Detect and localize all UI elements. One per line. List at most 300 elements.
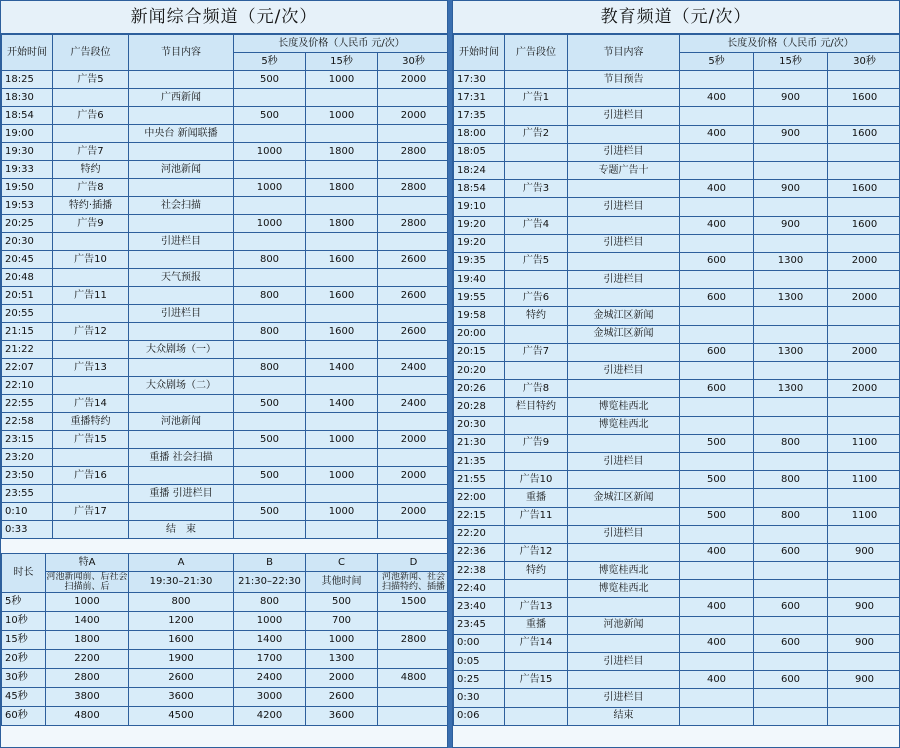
cell-tier-price: 2000 bbox=[306, 669, 378, 688]
sub-tier-d: 河池新闻、社会扫描特约、插播 bbox=[378, 572, 449, 593]
schedule-row bbox=[2, 161, 449, 179]
schedule-row bbox=[454, 689, 900, 707]
cell-price-5s bbox=[234, 161, 306, 179]
schedule-row bbox=[454, 234, 900, 252]
cell-tier-price: 800 bbox=[234, 593, 306, 612]
cell-price-15s bbox=[754, 525, 828, 543]
cell-price-30s: 900 bbox=[828, 543, 900, 561]
cell-price-5s: 800 bbox=[234, 359, 306, 377]
cell-price-15s bbox=[306, 377, 378, 395]
cell-tier-price: 4500 bbox=[129, 707, 234, 726]
cell-price-5s bbox=[234, 413, 306, 431]
cell-start-time: 19:30 bbox=[2, 143, 53, 161]
cell-price-30s: 1600 bbox=[828, 180, 900, 198]
cell-program bbox=[568, 89, 680, 107]
cell-program: 引进栏目 bbox=[129, 233, 234, 251]
cell-ad-slot bbox=[505, 362, 568, 380]
schedule-row bbox=[454, 289, 900, 307]
schedule-row bbox=[454, 271, 900, 289]
cell-program: 河池新闻 bbox=[568, 616, 680, 634]
cell-start-time: 19:10 bbox=[454, 198, 505, 216]
cell-start-time: 18:25 bbox=[2, 71, 53, 89]
cell-ad-slot bbox=[53, 341, 129, 359]
cell-price-5s: 500 bbox=[680, 471, 754, 489]
cell-price-5s bbox=[680, 161, 754, 179]
cell-start-time: 20:51 bbox=[2, 287, 53, 305]
cell-start-time: 20:48 bbox=[2, 269, 53, 287]
cell-price-15s: 1400 bbox=[306, 395, 378, 413]
cell-program bbox=[568, 543, 680, 561]
cell-tier-price: 1700 bbox=[234, 650, 306, 669]
cell-tier-price: 2800 bbox=[46, 669, 129, 688]
schedule-row bbox=[2, 305, 449, 323]
schedule-row bbox=[454, 125, 900, 143]
cell-program bbox=[129, 215, 234, 233]
cell-program: 引进栏目 bbox=[568, 689, 680, 707]
cell-start-time: 17:31 bbox=[454, 89, 505, 107]
schedule-row bbox=[454, 489, 900, 507]
cell-price-5s bbox=[680, 489, 754, 507]
cell-ad-slot: 广告5 bbox=[505, 252, 568, 270]
cell-start-time: 21:55 bbox=[454, 471, 505, 489]
cell-program bbox=[568, 289, 680, 307]
cell-ad-slot: 广告1 bbox=[505, 89, 568, 107]
cell-price-5s: 800 bbox=[234, 251, 306, 269]
sub-tier-b: 21:30–22:30 bbox=[234, 572, 306, 593]
cell-program bbox=[568, 434, 680, 452]
schedule-row bbox=[2, 233, 449, 251]
cell-price-30s bbox=[828, 452, 900, 470]
cell-price-15s: 1000 bbox=[306, 71, 378, 89]
schedule-row bbox=[2, 89, 449, 107]
schedule-row bbox=[454, 198, 900, 216]
header-15s: 15秒 bbox=[306, 53, 378, 71]
cell-start-time: 19:58 bbox=[454, 307, 505, 325]
cell-duration: 15秒 bbox=[2, 631, 46, 650]
cell-ad-slot: 重播 bbox=[505, 616, 568, 634]
schedule-row bbox=[454, 71, 900, 89]
cell-price-15s bbox=[306, 449, 378, 467]
cell-price-5s bbox=[680, 362, 754, 380]
cell-price-30s: 1600 bbox=[828, 125, 900, 143]
cell-start-time: 20:30 bbox=[454, 416, 505, 434]
cell-price-30s: 2800 bbox=[378, 215, 449, 233]
cell-start-time: 0:33 bbox=[2, 521, 53, 539]
cell-price-5s bbox=[680, 71, 754, 89]
cell-price-30s: 1100 bbox=[828, 507, 900, 525]
schedule-row bbox=[454, 580, 900, 598]
cell-price-5s bbox=[234, 197, 306, 215]
cell-price-5s: 800 bbox=[234, 287, 306, 305]
cell-price-15s: 900 bbox=[754, 180, 828, 198]
cell-price-15s bbox=[306, 485, 378, 503]
cell-ad-slot bbox=[505, 707, 568, 725]
cell-start-time: 18:30 bbox=[2, 89, 53, 107]
cell-price-15s bbox=[754, 616, 828, 634]
cell-price-30s bbox=[378, 125, 449, 143]
cell-price-5s: 800 bbox=[234, 323, 306, 341]
header-ad-slot: 广告段位 bbox=[53, 35, 129, 71]
cell-start-time: 0:25 bbox=[454, 671, 505, 689]
cell-price-15s bbox=[754, 398, 828, 416]
cell-price-30s bbox=[828, 398, 900, 416]
cell-ad-slot: 广告10 bbox=[53, 251, 129, 269]
cell-start-time: 19:20 bbox=[454, 216, 505, 234]
schedule-row bbox=[454, 507, 900, 525]
schedule-row bbox=[454, 653, 900, 671]
cell-price-30s bbox=[828, 653, 900, 671]
cell-price-15s: 1800 bbox=[306, 215, 378, 233]
cell-ad-slot bbox=[505, 325, 568, 343]
cell-program bbox=[129, 287, 234, 305]
cell-start-time: 19:55 bbox=[454, 289, 505, 307]
cell-price-5s bbox=[680, 525, 754, 543]
cell-price-15s bbox=[754, 416, 828, 434]
cell-ad-slot bbox=[505, 580, 568, 598]
cell-price-15s: 600 bbox=[754, 598, 828, 616]
cell-price-30s: 2800 bbox=[378, 143, 449, 161]
cell-ad-slot: 特约·插播 bbox=[53, 197, 129, 215]
cell-ad-slot: 广告17 bbox=[53, 503, 129, 521]
cell-start-time: 17:35 bbox=[454, 107, 505, 125]
schedule-row bbox=[2, 503, 449, 521]
cell-price-15s: 1800 bbox=[306, 179, 378, 197]
cell-price-30s: 2000 bbox=[828, 289, 900, 307]
cell-price-30s: 2000 bbox=[378, 503, 449, 521]
cell-ad-slot: 广告6 bbox=[53, 107, 129, 125]
cell-program: 引进栏目 bbox=[568, 525, 680, 543]
cell-price-5s: 500 bbox=[234, 71, 306, 89]
cell-program bbox=[129, 107, 234, 125]
cell-program bbox=[568, 252, 680, 270]
cell-start-time: 23:55 bbox=[2, 485, 53, 503]
cell-start-time: 17:30 bbox=[454, 71, 505, 89]
cell-start-time: 22:15 bbox=[454, 507, 505, 525]
cell-price-15s bbox=[754, 71, 828, 89]
duration-row bbox=[2, 669, 449, 688]
cell-program bbox=[568, 671, 680, 689]
schedule-row bbox=[2, 413, 449, 431]
cell-program bbox=[129, 143, 234, 161]
cell-tier-price: 2200 bbox=[46, 650, 129, 669]
cell-price-5s bbox=[680, 234, 754, 252]
cell-price-30s: 2000 bbox=[378, 71, 449, 89]
header-15s: 15秒 bbox=[754, 53, 828, 71]
cell-start-time: 0:00 bbox=[454, 634, 505, 652]
cell-price-5s bbox=[680, 689, 754, 707]
schedule-row bbox=[2, 107, 449, 125]
cell-tier-price: 1600 bbox=[129, 631, 234, 650]
cell-price-15s: 800 bbox=[754, 434, 828, 452]
cell-ad-slot bbox=[505, 452, 568, 470]
cell-price-5s: 400 bbox=[680, 89, 754, 107]
cell-ad-slot: 广告13 bbox=[505, 598, 568, 616]
cell-price-15s: 800 bbox=[754, 471, 828, 489]
cell-tier-price: 2600 bbox=[306, 688, 378, 707]
cell-price-15s bbox=[306, 89, 378, 107]
cell-program bbox=[129, 503, 234, 521]
header-start-time: 开始时间 bbox=[454, 35, 505, 71]
cell-ad-slot: 广告7 bbox=[53, 143, 129, 161]
schedule-row bbox=[454, 434, 900, 452]
cell-program bbox=[129, 179, 234, 197]
schedule-row bbox=[2, 143, 449, 161]
cell-price-5s: 1000 bbox=[234, 215, 306, 233]
schedule-row bbox=[454, 161, 900, 179]
cell-ad-slot: 广告12 bbox=[53, 323, 129, 341]
cell-ad-slot: 重播特约 bbox=[53, 413, 129, 431]
cell-ad-slot bbox=[505, 234, 568, 252]
cell-price-5s: 500 bbox=[234, 467, 306, 485]
schedule-row bbox=[454, 325, 900, 343]
cell-price-15s bbox=[306, 269, 378, 287]
cell-tier-price: 3600 bbox=[306, 707, 378, 726]
cell-price-5s: 400 bbox=[680, 216, 754, 234]
education-schedule-table bbox=[453, 34, 900, 726]
cell-start-time: 21:22 bbox=[2, 341, 53, 359]
cell-price-15s: 1300 bbox=[754, 380, 828, 398]
cell-start-time: 19:53 bbox=[2, 197, 53, 215]
cell-price-5s: 1000 bbox=[234, 179, 306, 197]
cell-program: 博览桂西北 bbox=[568, 562, 680, 580]
cell-start-time: 22:07 bbox=[2, 359, 53, 377]
cell-price-5s bbox=[234, 233, 306, 251]
cell-start-time: 19:33 bbox=[2, 161, 53, 179]
header-price-group: 长度及价格（人民币 元/次） bbox=[680, 35, 900, 53]
news-schedule-table bbox=[1, 34, 448, 539]
cell-price-30s bbox=[378, 341, 449, 359]
schedule-row bbox=[454, 562, 900, 580]
cell-start-time: 23:20 bbox=[2, 449, 53, 467]
cell-price-15s bbox=[754, 362, 828, 380]
cell-start-time: 20:28 bbox=[454, 398, 505, 416]
cell-start-time: 19:50 bbox=[2, 179, 53, 197]
cell-ad-slot: 广告9 bbox=[53, 215, 129, 233]
cell-ad-slot: 广告4 bbox=[505, 216, 568, 234]
schedule-row bbox=[454, 89, 900, 107]
cell-ad-slot: 广告9 bbox=[505, 434, 568, 452]
cell-price-15s bbox=[754, 653, 828, 671]
schedule-row bbox=[454, 416, 900, 434]
cell-program bbox=[568, 507, 680, 525]
cell-price-30s: 900 bbox=[828, 634, 900, 652]
cell-price-30s: 1100 bbox=[828, 471, 900, 489]
cell-start-time: 23:15 bbox=[2, 431, 53, 449]
schedule-row bbox=[2, 323, 449, 341]
schedule-row bbox=[454, 362, 900, 380]
cell-start-time: 23:45 bbox=[454, 616, 505, 634]
cell-price-15s bbox=[306, 413, 378, 431]
cell-price-5s bbox=[680, 416, 754, 434]
cell-price-30s bbox=[828, 707, 900, 725]
schedule-row bbox=[454, 252, 900, 270]
cell-price-30s: 1100 bbox=[828, 434, 900, 452]
cell-program bbox=[568, 180, 680, 198]
cell-program: 金城江区新闻 bbox=[568, 307, 680, 325]
cell-tier-price bbox=[378, 650, 449, 669]
cell-price-30s bbox=[378, 449, 449, 467]
header-ad-slot: 广告段位 bbox=[505, 35, 568, 71]
cell-price-5s bbox=[680, 271, 754, 289]
cell-program bbox=[568, 634, 680, 652]
schedule-row bbox=[454, 616, 900, 634]
cell-price-15s: 1400 bbox=[306, 359, 378, 377]
cell-program: 结 束 bbox=[129, 521, 234, 539]
cell-price-30s: 2000 bbox=[828, 343, 900, 361]
cell-tier-price: 1900 bbox=[129, 650, 234, 669]
cell-price-5s bbox=[680, 452, 754, 470]
cell-ad-slot bbox=[53, 485, 129, 503]
cell-price-5s: 400 bbox=[680, 180, 754, 198]
schedule-row bbox=[2, 395, 449, 413]
cell-program bbox=[568, 598, 680, 616]
cell-price-30s bbox=[828, 325, 900, 343]
cell-start-time: 19:40 bbox=[454, 271, 505, 289]
header-program: 节目内容 bbox=[568, 35, 680, 71]
duration-row bbox=[2, 688, 449, 707]
cell-price-30s bbox=[828, 416, 900, 434]
cell-price-15s: 600 bbox=[754, 634, 828, 652]
cell-price-5s bbox=[680, 580, 754, 598]
cell-price-15s: 1000 bbox=[306, 431, 378, 449]
cell-ad-slot: 广告8 bbox=[505, 380, 568, 398]
cell-ad-slot: 广告10 bbox=[505, 471, 568, 489]
cell-price-15s bbox=[754, 689, 828, 707]
cell-ad-slot: 广告12 bbox=[505, 543, 568, 561]
schedule-row bbox=[2, 449, 449, 467]
schedule-row bbox=[2, 125, 449, 143]
education-channel-panel bbox=[452, 0, 900, 748]
cell-ad-slot bbox=[53, 305, 129, 323]
cell-price-15s: 1600 bbox=[306, 287, 378, 305]
cell-price-5s bbox=[234, 125, 306, 143]
cell-start-time: 18:54 bbox=[2, 107, 53, 125]
cell-start-time: 22:10 bbox=[2, 377, 53, 395]
header-start-time: 开始时间 bbox=[2, 35, 53, 71]
cell-price-30s bbox=[828, 616, 900, 634]
cell-price-5s bbox=[234, 341, 306, 359]
cell-price-15s bbox=[754, 580, 828, 598]
cell-price-15s bbox=[754, 707, 828, 725]
cell-start-time: 18:24 bbox=[454, 161, 505, 179]
schedule-row bbox=[2, 251, 449, 269]
cell-price-5s bbox=[234, 269, 306, 287]
cell-price-5s: 1000 bbox=[234, 143, 306, 161]
schedule-row bbox=[454, 343, 900, 361]
cell-price-15s: 800 bbox=[754, 507, 828, 525]
cell-price-30s bbox=[378, 269, 449, 287]
schedule-row bbox=[454, 634, 900, 652]
cell-price-30s bbox=[828, 525, 900, 543]
cell-price-15s: 1300 bbox=[754, 252, 828, 270]
cell-price-30s: 900 bbox=[828, 598, 900, 616]
cell-program: 引进栏目 bbox=[129, 305, 234, 323]
cell-tier-price: 2400 bbox=[234, 669, 306, 688]
cell-program: 博览桂西北 bbox=[568, 416, 680, 434]
schedule-row bbox=[454, 452, 900, 470]
cell-program: 引进栏目 bbox=[568, 271, 680, 289]
cell-program: 河池新闻 bbox=[129, 161, 234, 179]
cell-price-30s: 2600 bbox=[378, 251, 449, 269]
cell-ad-slot: 广告16 bbox=[53, 467, 129, 485]
cell-price-5s bbox=[680, 398, 754, 416]
cell-price-15s bbox=[306, 161, 378, 179]
cell-tier-price: 1000 bbox=[306, 631, 378, 650]
duration-row bbox=[2, 612, 449, 631]
cell-program: 引进栏目 bbox=[568, 198, 680, 216]
cell-ad-slot bbox=[505, 416, 568, 434]
cell-tier-price: 3600 bbox=[129, 688, 234, 707]
schedule-row bbox=[2, 359, 449, 377]
news-channel-title: 新闻综合频道（元/次） bbox=[1, 1, 447, 34]
cell-price-15s: 1600 bbox=[306, 323, 378, 341]
cell-price-30s bbox=[378, 305, 449, 323]
cell-program: 引进栏目 bbox=[568, 653, 680, 671]
schedule-row bbox=[454, 707, 900, 725]
cell-start-time: 0:10 bbox=[2, 503, 53, 521]
cell-program bbox=[129, 395, 234, 413]
cell-start-time: 20:26 bbox=[454, 380, 505, 398]
cell-program: 节目预告 bbox=[568, 71, 680, 89]
cell-ad-slot: 广告13 bbox=[53, 359, 129, 377]
cell-program: 引进栏目 bbox=[568, 107, 680, 125]
cell-program: 结束 bbox=[568, 707, 680, 725]
cell-start-time: 20:30 bbox=[2, 233, 53, 251]
cell-price-30s bbox=[828, 489, 900, 507]
header-price-group: 长度及价格（人民币 元/次） bbox=[234, 35, 449, 53]
cell-duration: 10秒 bbox=[2, 612, 46, 631]
cell-ad-slot: 重播 bbox=[505, 489, 568, 507]
cell-price-5s bbox=[234, 449, 306, 467]
schedule-row bbox=[2, 269, 449, 287]
schedule-row bbox=[454, 398, 900, 416]
cell-tier-price: 500 bbox=[306, 593, 378, 612]
cell-price-15s bbox=[306, 341, 378, 359]
cell-price-15s bbox=[754, 307, 828, 325]
cell-price-15s: 1000 bbox=[306, 503, 378, 521]
cell-price-15s bbox=[754, 143, 828, 161]
cell-program: 大众剧场（二） bbox=[129, 377, 234, 395]
cell-tier-price: 1400 bbox=[46, 612, 129, 631]
cell-tier-price: 1000 bbox=[46, 593, 129, 612]
col-tier-special-a: 特A bbox=[46, 554, 129, 572]
schedule-row bbox=[454, 525, 900, 543]
cell-ad-slot: 广告5 bbox=[53, 71, 129, 89]
cell-price-15s bbox=[306, 305, 378, 323]
cell-start-time: 19:00 bbox=[2, 125, 53, 143]
cell-tier-price: 1300 bbox=[306, 650, 378, 669]
cell-tier-price: 4200 bbox=[234, 707, 306, 726]
cell-price-30s: 2800 bbox=[378, 179, 449, 197]
cell-ad-slot bbox=[505, 525, 568, 543]
cell-tier-price: 1000 bbox=[234, 612, 306, 631]
cell-ad-slot: 广告15 bbox=[505, 671, 568, 689]
cell-program: 引进栏目 bbox=[568, 362, 680, 380]
cell-start-time: 20:25 bbox=[2, 215, 53, 233]
cell-price-30s: 2000 bbox=[378, 107, 449, 125]
cell-price-30s bbox=[378, 413, 449, 431]
cell-price-5s bbox=[680, 107, 754, 125]
cell-price-15s: 600 bbox=[754, 543, 828, 561]
duration-price-table bbox=[1, 553, 448, 726]
cell-program: 博览桂西北 bbox=[568, 398, 680, 416]
schedule-row bbox=[2, 287, 449, 305]
cell-price-30s: 2000 bbox=[378, 467, 449, 485]
cell-price-15s bbox=[754, 325, 828, 343]
cell-price-15s bbox=[754, 198, 828, 216]
cell-start-time: 22:36 bbox=[454, 543, 505, 561]
cell-program bbox=[568, 471, 680, 489]
